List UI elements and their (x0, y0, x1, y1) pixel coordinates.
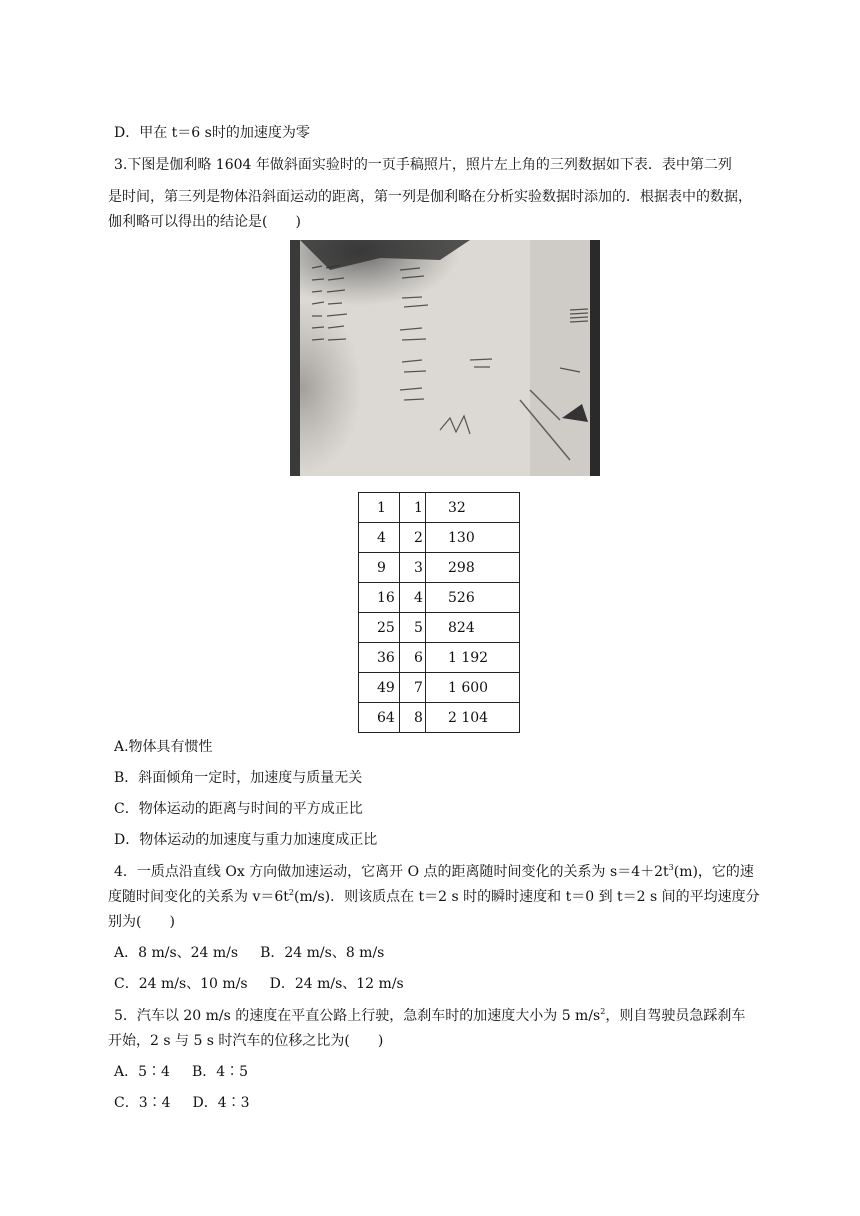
q3-option-b: B．斜面倾角一定时，加速度与质量无关 (114, 770, 363, 786)
q5-option-a: A．5∶4 (114, 1064, 170, 1080)
q4-options-row-1 (114, 943, 804, 963)
q4-line1-tail: (m)，它的速 (673, 864, 754, 880)
table-row (359, 583, 520, 613)
table-cell: 1 (400, 493, 426, 523)
table-cell: 16 (359, 583, 400, 613)
table-cell: 4 (400, 583, 426, 613)
q4-option-c: C．24 m/s、10 m/s (114, 976, 248, 992)
q4-option-d: D．24 m/s、12 m/s (269, 976, 404, 992)
table-cell: 1 600 (426, 673, 520, 703)
table-cell: 2 104 (426, 703, 520, 733)
table-cell: 1 (359, 493, 400, 523)
manuscript-image (290, 240, 600, 476)
table-cell: 526 (426, 583, 520, 613)
q2-option-d: D．甲在 t＝6 s时的加速度为零 (114, 125, 310, 141)
table-cell: 49 (359, 673, 400, 703)
q5-options-row-1 (114, 1062, 804, 1082)
q5-option-c: C．3∶4 (114, 1095, 171, 1111)
table-cell: 7 (400, 673, 426, 703)
q4-line2-text: 度随时间变化的关系为 v＝6t (108, 889, 289, 905)
table-cell: 130 (426, 523, 520, 553)
q3-option-a: A.物体具有惯性 (114, 739, 213, 755)
q4-stem-line-1 (114, 862, 804, 882)
table-cell: 824 (426, 613, 520, 643)
q4-line2-tail: (m/s)．则该质点在 t＝2 s 时的瞬时速度和 t＝0 到 t＝2 s 间的平均速度分 (294, 889, 760, 905)
q4-stem-line-2 (108, 887, 798, 907)
q4-exponent: 3 (668, 863, 674, 872)
q4-option-a: A．8 m/s、24 m/s (114, 945, 239, 961)
q4-line1-text: 4．一质点沿直线 Ox 方向做加速运动，它离开 O 点的距离随时间变化的关系为 s＝4＋2t (114, 864, 669, 880)
galileo-data-table (358, 492, 520, 733)
q5-stem-line-2: 开始，2 s 与 5 s 时汽车的位移之比为( ) (108, 1033, 384, 1049)
table-cell: 3 (400, 553, 426, 583)
q3-option-d: D．物体运动的加速度与重力加速度成正比 (114, 832, 378, 848)
table-cell: 6 (400, 643, 426, 673)
table-cell: 64 (359, 703, 400, 733)
table-row (359, 673, 520, 703)
q4-options-row-2 (114, 974, 804, 994)
table-cell: 25 (359, 613, 400, 643)
table-row (359, 493, 520, 523)
table-cell: 1 192 (426, 643, 520, 673)
q5-exponent: 2 (600, 1007, 606, 1016)
table-row (359, 613, 520, 643)
q5-line1-text: 5．汽车以 20 m/s 的速度在平直公路上行驶，急刹车时的加速度大小为 5 m/s (114, 1008, 601, 1024)
table-cell: 5 (400, 613, 426, 643)
table-cell: 36 (359, 643, 400, 673)
q5-options-row-2 (114, 1093, 804, 1113)
q3-option-c: C．物体运动的距离与时间的平方成正比 (114, 801, 363, 817)
q4-exponent: 2 (288, 888, 294, 897)
table-cell: 8 (400, 703, 426, 733)
table-cell: 2 (400, 523, 426, 553)
q4-stem-line-3: 别为( ) (108, 914, 175, 930)
q3-stem-line-1: 3.下图是伽利略 1604 年做斜面实验时的一页手稿照片，照片左上角的三列数据如下表．表中第二列 (114, 157, 732, 173)
q5-option-b: B．4∶5 (191, 1064, 249, 1080)
table-cell: 32 (426, 493, 520, 523)
table-row (359, 643, 520, 673)
table-cell: 4 (359, 523, 400, 553)
q5-stem-line-1 (114, 1006, 804, 1026)
table-cell: 298 (426, 553, 520, 583)
q3-stem-line-3: 伽利略可以得出的结论是( ) (108, 214, 301, 230)
table-row (359, 703, 520, 733)
q4-option-b: B．24 m/s、8 m/s (260, 945, 385, 961)
table-cell: 9 (359, 553, 400, 583)
manuscript-photo (290, 240, 600, 476)
table-row (359, 553, 520, 583)
q5-option-d: D．4∶3 (192, 1095, 250, 1111)
table-row (359, 523, 520, 553)
q3-stem-line-2: 是时间，第三列是物体沿斜面运动的距离，第一列是伽利略在分析实验数据时添加的．根据表中的数据， (108, 189, 752, 205)
q5-line1-tail: ，则自驾驶员急踩刹车 (605, 1008, 746, 1024)
